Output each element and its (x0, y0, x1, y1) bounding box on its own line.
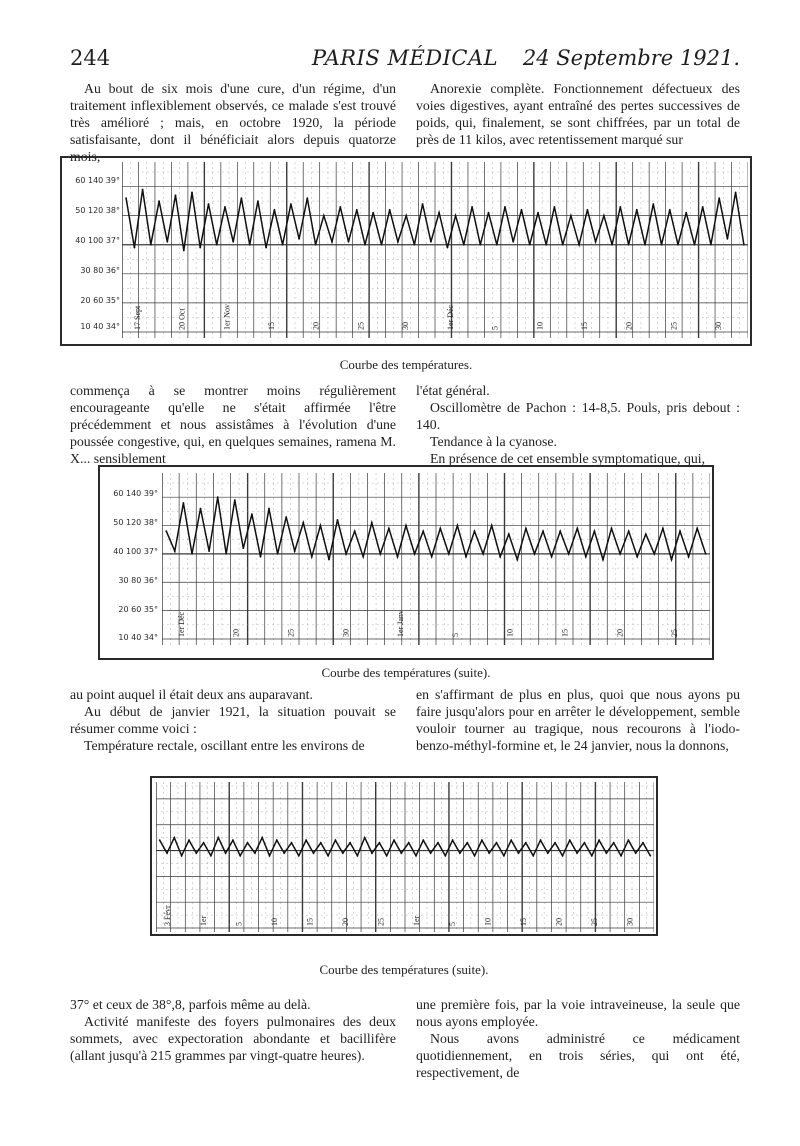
temperature-point (661, 244, 663, 246)
temperature-point (569, 839, 571, 841)
temperature-point (620, 855, 622, 857)
temperature-point (388, 528, 390, 530)
temperature-point (247, 842, 249, 844)
y-tick-label: 20 60 35° (118, 605, 158, 614)
x-date-label: 20 (231, 629, 241, 637)
temperature-point (405, 215, 407, 217)
temperature-point (260, 556, 262, 558)
temperature-point (216, 244, 218, 246)
temperature-point (540, 839, 542, 841)
temperature-point (542, 530, 544, 532)
temperature-point (372, 212, 374, 214)
temperature-point (371, 852, 373, 854)
temperature-point (532, 855, 534, 857)
temperature-point (455, 215, 457, 217)
temperature-point (331, 241, 333, 243)
temperature-point (598, 839, 600, 841)
temperature-point (611, 244, 613, 246)
y-tick-label: 30 80 36° (118, 576, 158, 585)
temperature-point (628, 839, 630, 841)
grid (156, 782, 654, 932)
page-number: 244 (70, 46, 111, 70)
x-date-label: 25 (356, 322, 366, 330)
temperature-point (251, 513, 253, 515)
temperature-point (628, 244, 630, 246)
paragraph: Tendance à la cyanose. (430, 434, 557, 449)
temperature-point (437, 842, 439, 844)
temperature-point (619, 553, 621, 555)
temperature-point (554, 842, 556, 844)
text-mid-left (70, 382, 396, 467)
temperature-point (671, 559, 673, 561)
x-date-label: 25 (590, 918, 600, 926)
temperature-point (142, 189, 144, 191)
temperature-point (306, 197, 308, 199)
temperature-point (166, 241, 168, 243)
temperature-point (570, 215, 572, 217)
chart-caption-1: Courbe des températures. (339, 357, 473, 372)
temperature-point (328, 559, 330, 561)
temperature-point (315, 244, 317, 246)
temperature-point (644, 244, 646, 246)
temperature-point (241, 197, 243, 199)
temperature-point (181, 855, 183, 857)
text-low-right (416, 686, 740, 754)
temperature-point (150, 244, 152, 246)
temperature-point (165, 530, 167, 532)
temperature-point (488, 212, 490, 214)
temperature-point (591, 855, 593, 857)
y-tick-label: 40 100 37° (113, 547, 158, 556)
temperature-point (200, 508, 202, 510)
x-date-label: 1er Déc (445, 304, 455, 330)
temperature-point (239, 855, 241, 857)
temperature-point (348, 241, 350, 243)
chart-plot-area (122, 162, 748, 338)
temperature-point (537, 212, 539, 214)
temperature-point (285, 516, 287, 518)
temperature-point (466, 842, 468, 844)
temperature-point (254, 852, 256, 854)
temperature-point (619, 206, 621, 208)
temperature-point (438, 212, 440, 214)
temperature-point (261, 837, 263, 839)
paragraph: au point auquel il était deux ans auparavant. (70, 687, 313, 702)
x-date-label: 20 (554, 918, 564, 926)
temperature-point (422, 203, 424, 205)
x-date-label: 10 (535, 322, 545, 330)
grid (122, 162, 748, 338)
paragraph: Anorexie complète. Fonctionnement défectueux des voies digestives, ayant entraîné des pertes successives de poids, qui, finalement, se sont chiffrées, par un total de près de 11 kilos, avec retentissement marqué sur (416, 81, 740, 147)
temperature-point (688, 556, 690, 558)
temperature-point (290, 203, 292, 205)
temperature-point (257, 200, 259, 202)
temperature-point (636, 556, 638, 558)
temperature-point (635, 852, 637, 854)
y-axis-labels (104, 467, 158, 657)
temperature-point (452, 839, 454, 841)
temperature-point (320, 842, 322, 844)
temperature-point (636, 209, 638, 211)
temperature-point (276, 839, 278, 841)
temperature-point (457, 525, 459, 527)
temperature-point (606, 852, 608, 854)
text-mid-right (416, 382, 740, 467)
x-date-label: 10 (483, 918, 493, 926)
temperature-point (677, 244, 679, 246)
temperature-point (685, 212, 687, 214)
x-date-label: 20 (311, 322, 321, 330)
x-date-label: 25 (669, 322, 679, 330)
temperature-point (298, 238, 300, 240)
temperature-point (265, 247, 267, 249)
temperature-point (510, 839, 512, 841)
paragraph: une première fois, par la voie intraveineuse, la seule que nous ayons employée. (416, 997, 740, 1029)
temperature-point (242, 547, 244, 549)
paragraph: Activité manifeste des foyers pulmonaires des deux sommets, avec expectoration abondante et bacillifère (allant jusqu'à 215 grammes par vingt-quatre heures). (70, 1014, 396, 1063)
temperature-point (554, 206, 556, 208)
temperature-point (491, 525, 493, 527)
temperature-point (576, 528, 578, 530)
x-date-label: 5 (447, 922, 457, 926)
temperature-point (381, 244, 383, 246)
temperature-point (439, 528, 441, 530)
temperature-chart-3 (150, 776, 658, 936)
temperature-point (217, 496, 219, 498)
temperature-point (576, 852, 578, 854)
temperature-point (735, 192, 737, 194)
temperature-point (422, 530, 424, 532)
x-date-label: 10 (269, 918, 279, 926)
temperature-point (269, 855, 271, 857)
text-bottom-left (70, 996, 396, 1064)
temperature-point (408, 842, 410, 844)
temperature-point (459, 852, 461, 854)
temperature-chart-2 (98, 465, 714, 660)
y-tick-label: 10 40 34° (80, 322, 120, 331)
temperature-point (481, 839, 483, 841)
temperature-point (203, 842, 205, 844)
temperature-point (195, 852, 197, 854)
temperature-point (534, 553, 536, 555)
temperature-point (159, 839, 161, 841)
x-date-label: 5 (490, 326, 500, 330)
temperature-point (191, 192, 193, 194)
x-date-label: 1er (412, 915, 422, 926)
temperature-point (400, 852, 402, 854)
temperature-point (562, 244, 564, 246)
temperature-point (323, 215, 325, 217)
temperature-point (444, 855, 446, 857)
journal-title: PARIS MÉDICAL (311, 46, 499, 70)
temperature-point (516, 559, 518, 561)
temperature-point (422, 839, 424, 841)
temperature-point (224, 206, 226, 208)
temperature-point (474, 855, 476, 857)
x-date-label: 10 (505, 629, 515, 637)
temperature-point (371, 522, 373, 524)
temperature-point (397, 241, 399, 243)
paragraph: Au bout de six mois d'une cure, d'un régime, d'un traitement inflexiblement observés, ce malade s'est trouvé très amélioré ; mais, en octobre 1920, la période satisfaisante, dont il bénéficiait alors depuis quatorze mois, (70, 81, 396, 164)
issue-date: 24 Septembre 1921. (522, 46, 740, 70)
temperature-point (210, 855, 212, 857)
temperature-point (649, 855, 651, 857)
temperature-point (125, 197, 127, 199)
temperature-point (611, 528, 613, 530)
chart-plot-area (156, 782, 654, 932)
temperature-point (362, 556, 364, 558)
temperature-point (578, 244, 580, 246)
temperature-point (594, 530, 596, 532)
temperature-point (354, 530, 356, 532)
temperature-point (559, 530, 561, 532)
temperature-point (602, 559, 604, 561)
paragraph: en s'affirmant de plus en plus, quoi que nous ayons pu faire jusqu'alors pour en arrêter le développement, semble vouloir tourner au tragique, nous recourons à l'iodo-benzo-méthyl-formine et, le 24 janvier, nous la donnons, (416, 687, 740, 753)
temperature-point (313, 852, 315, 854)
temperature-chart-1 (60, 156, 752, 346)
temperature-point (397, 556, 399, 558)
temperature-point (291, 842, 293, 844)
temperature-point (174, 550, 176, 552)
temperature-point (613, 842, 615, 844)
temperature-point (274, 209, 276, 211)
temperature-point (199, 247, 201, 249)
temperature-point (356, 209, 358, 211)
temperature-point (389, 209, 391, 211)
temperature-point (504, 206, 506, 208)
temperature-point (208, 550, 210, 552)
temperature-point (379, 842, 381, 844)
temperature-point (642, 842, 644, 844)
y-tick-label: 50 120 38° (75, 206, 120, 215)
y-tick-label: 60 140 39° (113, 489, 158, 498)
text-top-left (70, 80, 396, 165)
temperature-point (414, 244, 416, 246)
temperature-point (364, 837, 366, 839)
temperature-point (342, 852, 344, 854)
temperature-point (232, 839, 234, 841)
x-date-label: 5 (450, 633, 460, 637)
temperature-point (471, 206, 473, 208)
temperature-point (662, 528, 664, 530)
temperature-point (405, 525, 407, 527)
temperature-point (584, 842, 586, 844)
paragraph: l'état général. (416, 383, 490, 398)
paragraph: Au début de janvier 1921, la situation pouvait se résumer comme voici : (70, 704, 396, 736)
temperature-point (345, 553, 347, 555)
chart-caption-3: Courbe des températures (suite). (319, 962, 489, 977)
text-low-left (70, 686, 396, 754)
x-date-label: 25 (286, 629, 296, 637)
temperature-point (512, 241, 514, 243)
x-date-label: 20 (341, 918, 351, 926)
temperature-point (463, 244, 465, 246)
temperature-point (393, 839, 395, 841)
temperature-point (298, 855, 300, 857)
temperature-point (134, 247, 136, 249)
temperature-point (587, 209, 589, 211)
temperature-point (335, 839, 337, 841)
temperature-point (696, 528, 698, 530)
temperature-point (669, 209, 671, 211)
x-date-label: 30 (625, 918, 635, 926)
y-tick-label: 20 60 35° (80, 296, 120, 305)
y-tick-label: 30 80 36° (80, 266, 120, 275)
y-tick-label: 40 100 37° (75, 236, 120, 245)
temperature-point (320, 525, 322, 527)
temperature-point (379, 553, 381, 555)
temperature-point (232, 241, 234, 243)
temperature-point (448, 553, 450, 555)
temperature-point (249, 244, 251, 246)
temperature-point (282, 244, 284, 246)
temperature-point (447, 247, 449, 249)
paragraph: Température rectale, oscillant entre les environs de (84, 738, 365, 753)
temperature-point (496, 244, 498, 246)
temperature-point (496, 842, 498, 844)
temperature-point (277, 553, 279, 555)
x-date-label: 1er Nov (222, 304, 232, 330)
x-date-label: 30 (714, 322, 724, 330)
paragraph: Nous avons administré ce médicament quotidiennement, en trois séries, qui ont été, respectivement, de (416, 1031, 740, 1080)
temperature-point (488, 852, 490, 854)
temperature-point (349, 842, 351, 844)
x-date-label: 30 (341, 629, 351, 637)
temperature-point (628, 530, 630, 532)
y-tick-label: 60 140 39° (75, 176, 120, 185)
chart-caption-2: Courbe des températures (suite). (321, 665, 491, 680)
temperature-point (479, 244, 481, 246)
temperature-point (191, 553, 193, 555)
temperature-point (225, 852, 227, 854)
text-top-right (416, 80, 740, 148)
x-date-label: 3 Févr (163, 905, 173, 926)
temperature-point (679, 530, 681, 532)
x-date-label: 20 (615, 629, 625, 637)
paragraph: En présence de cet ensemble symptomatique, qui, (430, 451, 706, 466)
x-date-label: 15 (267, 322, 277, 330)
x-date-label: 5 (234, 922, 244, 926)
x-date-label: 17 Sept (132, 305, 142, 330)
temperature-point (337, 519, 339, 521)
temperature-point (294, 550, 296, 552)
temperature-point (311, 556, 313, 558)
temperature-point (339, 206, 341, 208)
temperature-point (305, 839, 307, 841)
temperature-point (302, 522, 304, 524)
paragraph: 37° et ceux de 38°,8, parfois même au delà. (70, 997, 311, 1012)
temperature-point (364, 244, 366, 246)
temperature-point (208, 203, 210, 205)
x-date-label: 30 (401, 322, 411, 330)
temperature-point (653, 553, 655, 555)
temperature-point (529, 244, 531, 246)
temperature-point (562, 855, 564, 857)
temperature-point (327, 855, 329, 857)
temperature-point (175, 194, 177, 196)
x-date-label: 1er Janv (396, 610, 406, 637)
x-date-label: 25 (376, 918, 386, 926)
temperature-point (547, 852, 549, 854)
page-header (70, 46, 740, 74)
temperature-point (415, 855, 417, 857)
x-date-label: 15 (580, 322, 590, 330)
temperature-point (173, 837, 175, 839)
temperature-point (521, 209, 523, 211)
temperature-point (551, 556, 553, 558)
temperature-point (743, 244, 745, 246)
temperature-point (508, 533, 510, 535)
temperature-point (474, 530, 476, 532)
temperature-point (525, 842, 527, 844)
temperature-point (702, 206, 704, 208)
y-axis-labels (68, 158, 120, 344)
temperature-point (431, 556, 433, 558)
x-date-label: 20 Oct (177, 308, 187, 330)
temperature-point (503, 855, 505, 857)
temperature-point (465, 556, 467, 558)
temperature-point (183, 502, 185, 504)
temperature-point (710, 244, 712, 246)
temperature-point (525, 528, 527, 530)
temperature-point (283, 852, 285, 854)
temperature-point (652, 203, 654, 205)
y-tick-label: 10 40 34° (118, 633, 158, 642)
grid (162, 473, 710, 645)
temperature-point (357, 855, 359, 857)
temperature-point (694, 244, 696, 246)
temperature-point (568, 553, 570, 555)
temperature-point (217, 837, 219, 839)
y-tick-label: 50 120 38° (113, 518, 158, 527)
temperature-point (386, 855, 388, 857)
temperature-point (585, 556, 587, 558)
text-bottom-right (416, 996, 740, 1081)
temperature-point (234, 499, 236, 501)
x-date-label: 15 (518, 918, 528, 926)
temperature-point (603, 215, 605, 217)
chart-plot-area (162, 473, 710, 645)
temperature-point (482, 553, 484, 555)
temperature-point (414, 553, 416, 555)
temperature-point (430, 241, 432, 243)
temperature-point (645, 533, 647, 535)
temperature-point (727, 238, 729, 240)
paragraph: Oscillomètre de Pachon : 14-8,5. Pouls, pris debout : 140. (416, 400, 740, 432)
x-date-label: 15 (560, 629, 570, 637)
x-date-label: 1er (198, 915, 208, 926)
x-date-label: 25 (670, 629, 680, 637)
temperature-point (705, 553, 707, 555)
temperature-point (518, 852, 520, 854)
temperature-point (225, 553, 227, 555)
temperature-point (430, 852, 432, 854)
temperature-point (499, 556, 501, 558)
temperature-point (158, 200, 160, 202)
temperature-point (166, 852, 168, 854)
x-date-label: 15 (305, 918, 315, 926)
temperature-point (268, 508, 270, 510)
x-date-label: 1er Déc (176, 611, 186, 637)
temperature-point (595, 241, 597, 243)
temperature-point (545, 244, 547, 246)
temperature-point (718, 197, 720, 199)
temperature-point (183, 250, 185, 252)
temperature-point (188, 839, 190, 841)
x-date-label: 20 (624, 322, 634, 330)
paragraph: commença à se montrer moins régulièrement encourageante qu'elle ne s'était affirmée l'être précédemment et nous assistâmes à l'évolution d'une poussée congestive, qui, en quelques semaines, ramena M. X... sensiblement (70, 383, 396, 466)
